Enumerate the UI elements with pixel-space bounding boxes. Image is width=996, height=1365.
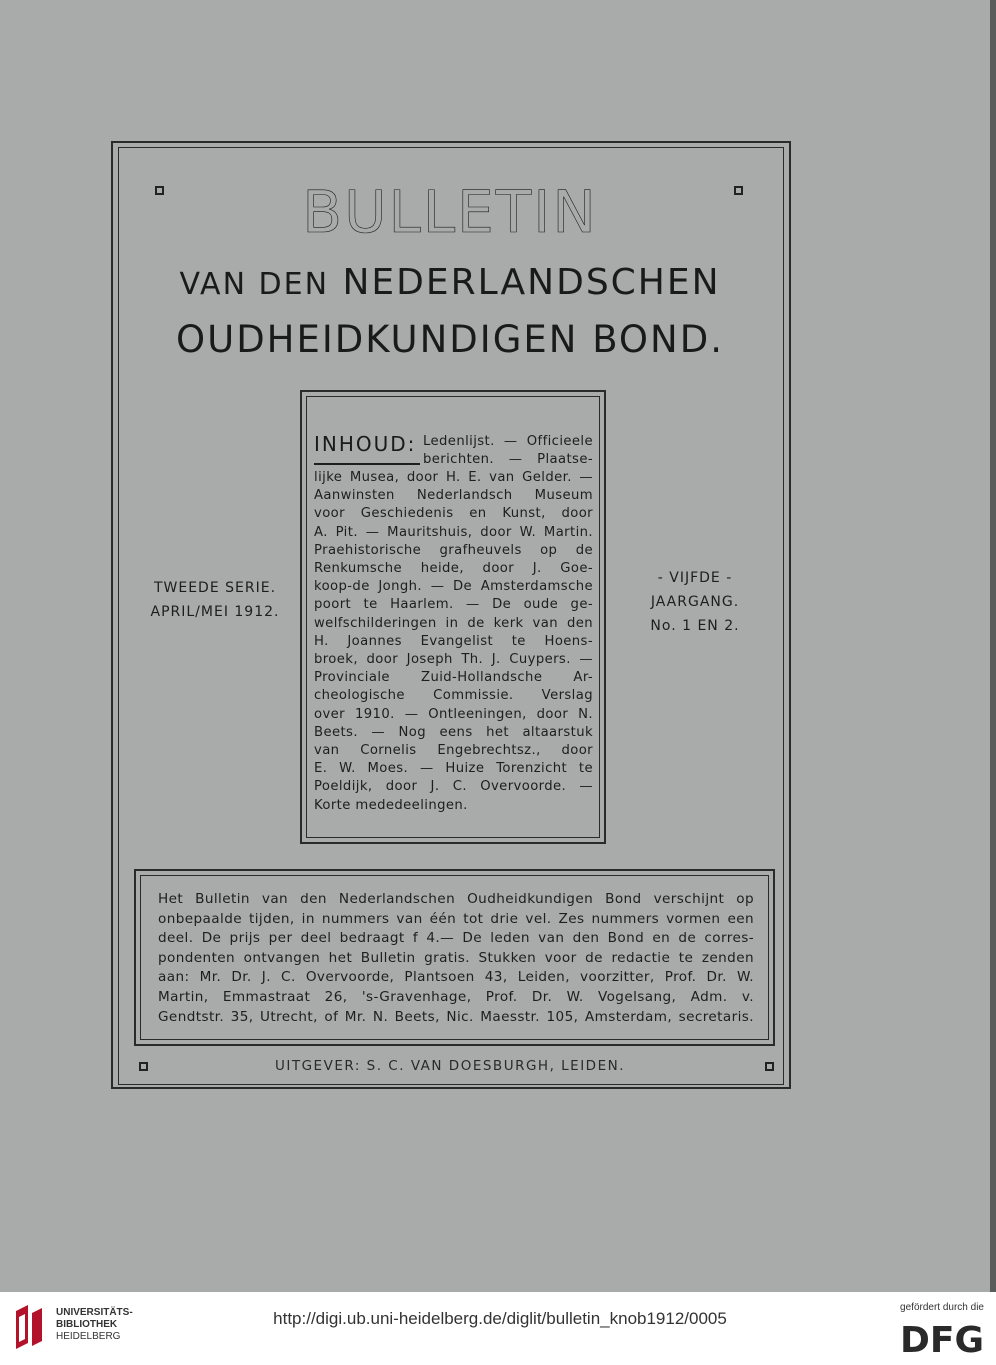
ornament-square-top-left: [155, 186, 164, 195]
contents-line: Aanwinsten Nederlandsch Museum: [314, 488, 593, 504]
contents-line: berichten. — Plaatse-: [423, 452, 593, 468]
publication-notice: [158, 890, 754, 1027]
page-edge-shadow: [990, 0, 996, 1292]
library-name-line2: BIBLIOTHEK: [56, 1319, 118, 1330]
notice-line: onbepaalde tijden, in nummers van één tot drie vel. Zes nummers vormen een: [158, 910, 754, 927]
contents-line: A. Pit. — Mauritshuis, door W. Martin.: [314, 524, 593, 540]
contents-line: cheologische Commissie. Verslag: [314, 688, 593, 704]
ornament-square-bottom-right: [765, 1062, 774, 1071]
contents-line: welfschilderingen in de kerk van den: [314, 615, 593, 631]
contents-line: Ledenlijst. — Officieele: [423, 434, 593, 449]
title-bulletin: BULLETIN: [302, 178, 598, 246]
notice-line: Martin, Emmastraat 26, 's-Gravenhage, Prof. Dr. W. Vogelsang, Adm. v.: [158, 988, 754, 1005]
contents-heading: INHOUD:: [314, 432, 417, 456]
funded-by-label: gefördert durch die: [900, 1302, 984, 1313]
contents-line: Korte mededeelingen.: [314, 797, 468, 813]
contents-line: van Cornelis Engebrechtsz., door: [314, 743, 593, 759]
contents-line: Renkumsche heide, door J. Goe-: [314, 561, 593, 577]
contents-list: [314, 469, 593, 815]
volume-info: [620, 566, 770, 638]
series-info: [140, 576, 290, 624]
title-van-den: VAN DEN: [179, 267, 330, 302]
permalink-url[interactable]: http://digi.ub.uni-heidelberg.de/diglit/bulletin_knob1912/0005: [273, 1309, 727, 1328]
contents-heading-underline: [314, 463, 420, 465]
notice-line: Gendtstr. 35, Utrecht, of Mr. N. Beets, Nic. Maesstr. 105, Amsterdam, secretaris.: [158, 1008, 754, 1025]
library-name-line1: UNIVERSITÄTS-: [56, 1307, 133, 1318]
issue-date: APRIL/MEI 1912.: [150, 604, 280, 620]
title-nederlandschen: NEDERLANDSCHEN: [342, 262, 721, 303]
dfg-logo-text: DFG: [899, 1320, 984, 1358]
library-name-line3: HEIDELBERG: [56, 1331, 121, 1342]
dfg-logo-icon: [880, 1318, 984, 1358]
contents-line: Poeldijk, door J. C. Overvoorde. —: [314, 779, 593, 795]
title-line-2: [140, 262, 760, 303]
notice-line: Het Bulletin van den Nederlandschen Oudheidkundigen Bond verschijnt op: [158, 891, 754, 907]
notice-line: aan: Mr. Dr. J. C. Overvoorde, Plantsoen 43, Leiden, voorzitter, Prof. Dr. W.: [158, 969, 754, 986]
contents-line: over 1910. — Ontleeningen, door N.: [314, 706, 593, 722]
series-label: TWEEDE SERIE.: [153, 580, 277, 596]
notice-line: deel. De prijs per deel bedraagt f 4.— De leden van den Bond en de corres-: [158, 930, 754, 947]
contents-line: koop-de Jongh. — De Amsterdamsche: [314, 579, 593, 595]
contents-line: poort te Haarlem. — De oude ge-: [314, 597, 593, 613]
volume-label: JAARGANG.: [650, 594, 740, 610]
contents-first-lines: [423, 433, 593, 469]
ornament-square-top-right: [734, 186, 743, 195]
contents-line: voor Geschiedenis en Kunst, door: [314, 506, 593, 522]
ornament-square-bottom-left: [139, 1062, 148, 1071]
contents-line: broek, door Joseph Th. J. Cuypers. —: [314, 652, 593, 668]
publisher-line: UITGEVER: S. C. VAN DOESBURGH, LEIDEN.: [274, 1058, 625, 1074]
contents-line: Beets. — Nog eens het altaarstuk: [314, 724, 593, 740]
title-line-3: OUDHEIDKUNDIGEN BOND.: [175, 318, 724, 361]
contents-line: E. W. Moes. — Huize Torenzicht te: [314, 761, 593, 777]
contents-line: lijke Musea, door H. E. van Gelder. —: [314, 470, 593, 485]
university-library-logo-icon: [12, 1303, 46, 1349]
university-library-name: [56, 1307, 133, 1343]
contents-line: Provinciale Zuid-Hollandsche Ar-: [314, 670, 593, 686]
issue-number: No. 1 EN 2.: [650, 618, 740, 634]
contents-line: Praehistorische grafheuvels op de: [314, 542, 593, 558]
contents-line: H. Joannes Evangelist te Hoens-: [314, 633, 593, 649]
notice-line: pondenten ontvangen het Bulletin gratis. Stukken voor de redactie te zenden: [158, 949, 754, 966]
volume-ordinal: - VIJFDE -: [657, 570, 733, 586]
